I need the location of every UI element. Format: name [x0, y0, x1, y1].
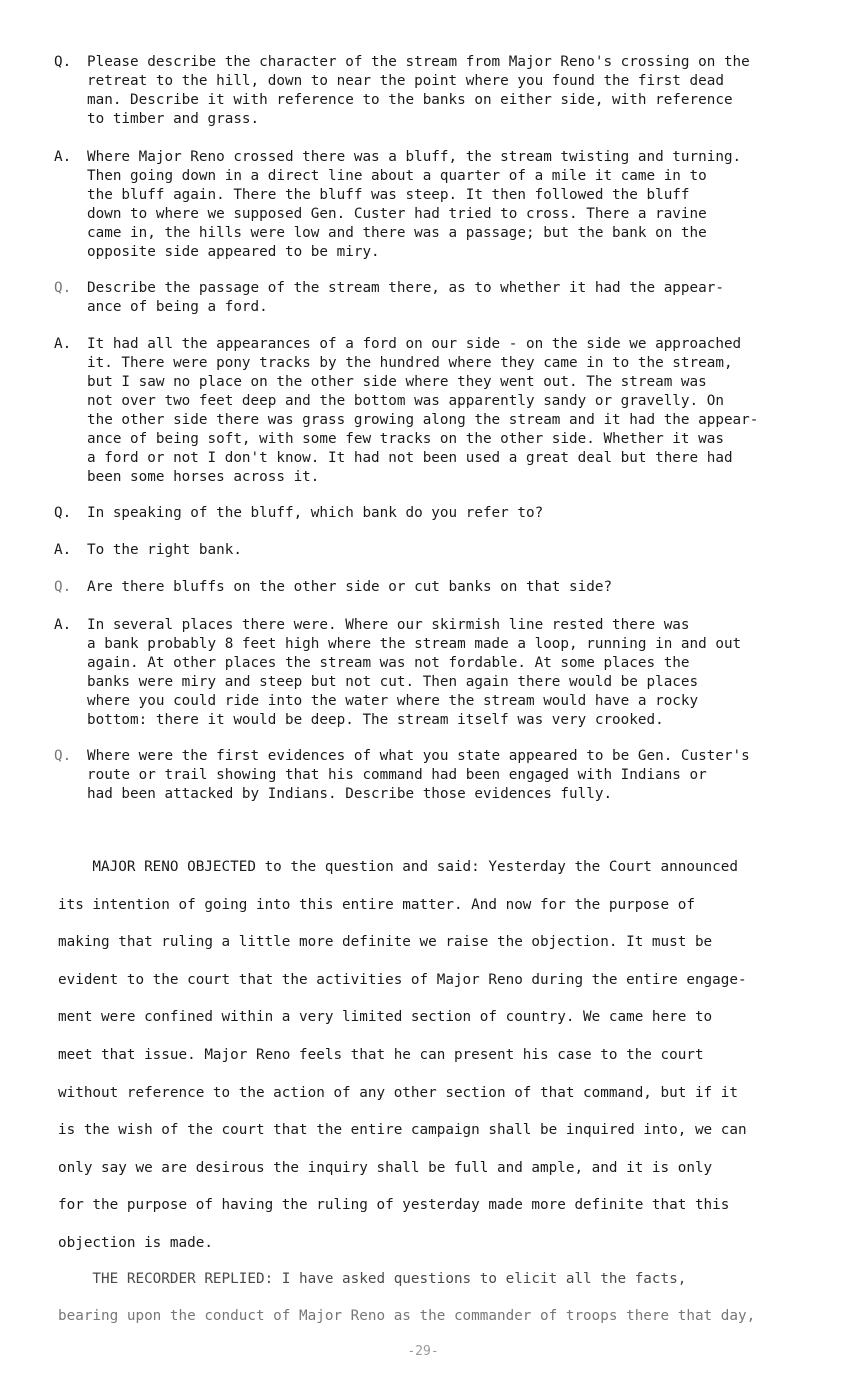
qa-marker: Q.	[54, 579, 72, 595]
text-line: ment were confined within a very limited section of country. We came here to	[58, 1009, 713, 1025]
text-line: making that ruling a little more definite we raise the objection. It must be	[58, 934, 713, 950]
qa-marker: Q.	[54, 748, 72, 764]
qa-block-question-2	[54, 279, 814, 317]
text-line: meet that issue. Major Reno feels that he can present his case to the court	[58, 1047, 704, 1063]
qa-text: Where Major Reno crossed there was a bluff, the stream twisting and turning. Then going down in a direct line about a quarter of a mile it came in to the bluff again. There the bluff was steep. It then followed the bluff down to where we supposed Gen. Custer had tried to cross. There a ravine came in, the hills were low and there was a passage; but the bank on the opposite side appeared to be miry.	[87, 149, 742, 260]
text-line: THE RECORDER REPLIED: I have asked questions to elicit all the facts,	[58, 1271, 687, 1287]
text-line: MAJOR RENO OBJECTED to the question and said: Yesterday the Court announced	[58, 859, 738, 875]
text-line: only say we are desirous the inquiry shall be full and ample, and it is only	[58, 1160, 713, 1176]
qa-text: It had all the appearances of a ford on our side - on the side we approached it. There were pony tracks by the hundred where they came in to the stream, but I saw no place on the other side where they went out. The stream was not over two feet deep and the bottom was apparently sandy or gravelly. On the other side there was grass growing along the stream and it had the appear- ance of being soft, with some few tracks on the other side. Whether it was a ford or not I don't know. It had not been used a great deal but there had been some horses across it.	[87, 336, 759, 485]
qa-marker: A.	[54, 617, 72, 633]
qa-marker: A.	[54, 336, 72, 352]
qa-marker: A.	[54, 542, 72, 558]
qa-block-question-1	[54, 53, 814, 129]
text-line: is the wish of the court that the entire campaign shall be inquired into, we can	[58, 1122, 747, 1138]
page-number: -29-	[407, 1344, 439, 1359]
text-line: objection is made.	[58, 1235, 213, 1251]
qa-text: Where were the first evidences of what you state appeared to be Gen. Custer's route or trail showing that his command had been engaged with Indians or had been attacked by Indians. Describe those evidences fully.	[87, 748, 750, 802]
qa-block-answer-3	[54, 541, 814, 560]
qa-block-question-4	[54, 578, 814, 597]
qa-marker: Q.	[54, 54, 72, 70]
qa-block-answer-1	[54, 148, 814, 262]
text-line: evident to the court that the activities of Major Reno during the entire engage-	[58, 972, 747, 988]
qa-block-answer-2	[54, 335, 814, 487]
qa-text: In speaking of the bluff, which bank do you refer to?	[87, 505, 544, 521]
qa-text: Please describe the character of the stream from Major Reno's crossing on the retreat to the hill, down to near the point where you found the first dead man. Describe it with reference to the banks on either side, with reference to timber and grass.	[87, 54, 750, 127]
qa-text: Are there bluffs on the other side or cut banks on that side?	[87, 579, 613, 595]
qa-block-question-5	[54, 747, 814, 804]
qa-marker: Q.	[54, 280, 72, 296]
qa-block-answer-4	[54, 616, 814, 730]
text-line: for the purpose of having the ruling of yesterday made more definite that this	[58, 1197, 730, 1213]
qa-marker: A.	[54, 149, 72, 165]
qa-text: To the right bank.	[87, 542, 242, 558]
text-line: its intention of going into this entire matter. And now for the purpose of	[58, 897, 695, 913]
qa-block-question-3	[54, 504, 814, 523]
text-line: without reference to the action of any other section of that command, but if it	[58, 1085, 738, 1101]
qa-text: Describe the passage of the stream there, as to whether it had the appear- ance of being a ford.	[87, 280, 724, 315]
text-line: bearing upon the conduct of Major Reno as the commander of troops there that day,	[58, 1308, 756, 1324]
qa-text: In several places there were. Where our skirmish line rested there was a bank probably 8 feet high where the stream made a loop, running in and out again. At other places the stream was not fordable. At some places the banks were miry and steep but not cut. Then again there would be places where you could ride into the water where the stream would have a rocky bottom: there it would be deep. The stream itself was very crooked.	[87, 617, 742, 728]
qa-marker: Q.	[54, 505, 72, 521]
